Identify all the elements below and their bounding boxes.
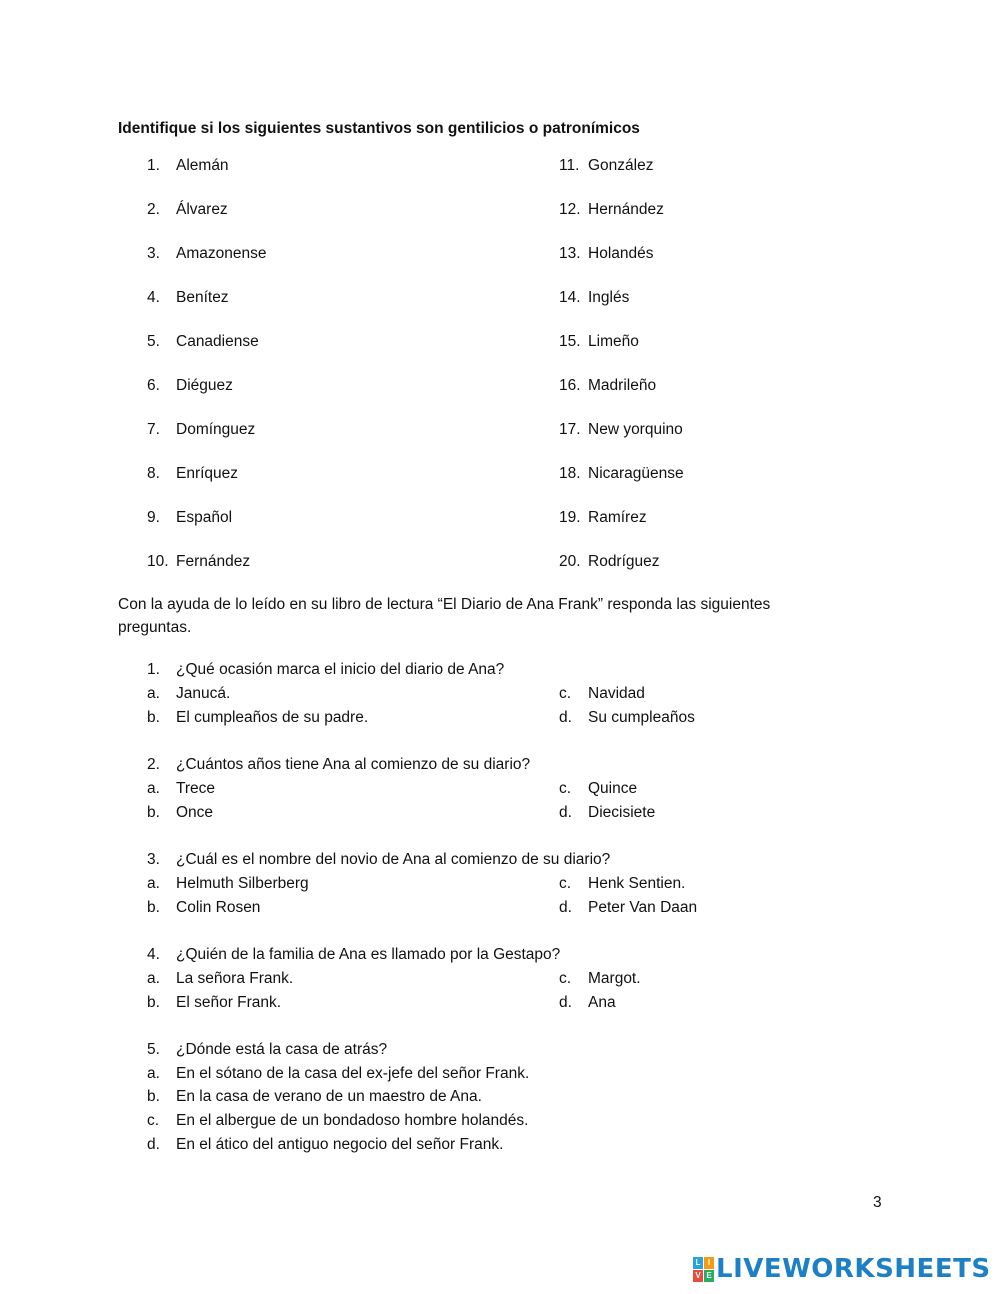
item-number: 20. (559, 553, 581, 570)
section2-intro-line1: Con la ayuda de lo leído en su libro de lectura “El Diario de Ana Frank” responda las siguientes (118, 596, 771, 613)
list-item (147, 332, 259, 352)
option-d (147, 1135, 503, 1155)
list-item (147, 156, 229, 176)
logo-mark-icon (693, 1257, 714, 1282)
list-item (147, 464, 238, 484)
logo-text: LIVEWORKSHEETS (716, 1254, 991, 1284)
option-label: b. (147, 709, 160, 726)
option-label: c. (559, 875, 572, 892)
logo-tile: L (693, 1257, 703, 1269)
option-b (147, 993, 281, 1013)
question-text: ¿Cuál es el nombre del novio de Ana al comienzo de su diario? (176, 851, 611, 868)
item-text: Ramírez (588, 509, 647, 526)
item-text: Nicaragüense (588, 465, 684, 482)
list-item (559, 420, 683, 440)
item-number: 17. (559, 421, 581, 438)
item-number: 14. (559, 289, 581, 306)
item-text: Inglés (588, 289, 630, 306)
option-label: c. (559, 780, 572, 797)
item-text: Domínguez (176, 421, 256, 438)
item-number: 9. (147, 509, 160, 526)
item-text: González (588, 157, 654, 174)
question (147, 850, 610, 870)
option-label: a. (147, 780, 160, 797)
logo-tile: I (704, 1257, 714, 1269)
option-label: d. (559, 994, 572, 1011)
option-label: c. (559, 685, 572, 702)
list-item (559, 332, 639, 352)
item-number: 4. (147, 289, 160, 306)
option-text: En el sótano de la casa del ex-jefe del señor Frank. (176, 1065, 530, 1082)
option-c (559, 684, 645, 704)
item-number: 16. (559, 377, 581, 394)
option-d (559, 993, 616, 1013)
item-number: 10. (147, 553, 169, 570)
item-number: 11. (559, 157, 580, 174)
list-item (559, 244, 654, 264)
question-text: ¿Quién de la familia de Ana es llamado por la Gestapo? (176, 946, 561, 963)
option-a (147, 874, 309, 894)
liveworksheets-logo[interactable] (693, 1254, 991, 1284)
list-item (559, 200, 664, 220)
option-c (559, 969, 641, 989)
option-text: Quince (588, 780, 638, 797)
item-number: 15. (559, 333, 581, 350)
list-item (559, 552, 660, 572)
option-label: a. (147, 970, 160, 987)
option-a (147, 779, 215, 799)
option-text: Henk Sentien. (588, 875, 686, 892)
item-text: Álvarez (176, 201, 228, 218)
option-text: Janucá. (176, 685, 231, 702)
option-text: El cumpleaños de su padre. (176, 709, 369, 726)
question-text: ¿Qué ocasión marca el inicio del diario de Ana? (176, 661, 505, 678)
question-number: 1. (147, 661, 160, 678)
question-text: ¿Dónde está la casa de atrás? (176, 1041, 388, 1058)
option-text: Helmuth Silberberg (176, 875, 309, 892)
list-item (147, 552, 250, 572)
option-text: Once (176, 804, 214, 821)
item-text: Madrileño (588, 377, 657, 394)
item-number: 18. (559, 465, 581, 482)
item-text: Holandés (588, 245, 654, 262)
item-text: Canadiense (176, 333, 259, 350)
item-number: 8. (147, 465, 160, 482)
item-number: 19. (559, 509, 581, 526)
list-item (147, 200, 228, 220)
option-label: b. (147, 1088, 160, 1105)
option-b (147, 803, 213, 823)
item-number: 2. (147, 201, 160, 218)
question (147, 1040, 387, 1060)
option-c (559, 779, 637, 799)
option-label: c. (147, 1112, 160, 1129)
item-text: Diéguez (176, 377, 233, 394)
item-text: Hernández (588, 201, 664, 218)
option-text: En el albergue de un bondadoso hombre holandés. (176, 1112, 529, 1129)
question-number: 3. (147, 851, 160, 868)
list-item (559, 376, 656, 396)
option-text: El señor Frank. (176, 994, 282, 1011)
logo-tile: E (704, 1270, 714, 1282)
option-text: Su cumpleaños (588, 709, 695, 726)
item-number: 13. (559, 245, 581, 262)
option-text: En el ático del antiguo negocio del señor Frank. (176, 1136, 504, 1153)
option-label: d. (559, 804, 572, 821)
option-text: En la casa de verano de un maestro de Ana. (176, 1088, 482, 1105)
item-number: 6. (147, 377, 160, 394)
option-c (147, 1111, 528, 1131)
option-a (147, 969, 293, 989)
section1-title: Identifique si los siguientes sustantivos son gentilicios o patronímicos (118, 120, 640, 137)
question-number: 5. (147, 1041, 160, 1058)
item-text: New yorquino (588, 421, 683, 438)
option-c (559, 874, 685, 894)
item-text: Español (176, 509, 233, 526)
option-d (559, 803, 655, 823)
logo-tile: V (693, 1270, 703, 1282)
question-number: 2. (147, 756, 160, 773)
item-number: 12. (559, 201, 581, 218)
list-item (559, 288, 629, 308)
option-label: b. (147, 899, 160, 916)
question-number: 4. (147, 946, 160, 963)
list-item (147, 508, 232, 528)
item-text: Benítez (176, 289, 229, 306)
list-item (147, 244, 266, 264)
item-text: Rodríguez (588, 553, 660, 570)
option-text: Navidad (588, 685, 645, 702)
item-number: 5. (147, 333, 160, 350)
option-label: a. (147, 685, 160, 702)
option-label: b. (147, 994, 160, 1011)
option-label: a. (147, 875, 160, 892)
option-text: Peter Van Daan (588, 899, 698, 916)
option-b (147, 708, 368, 728)
list-item (147, 376, 233, 396)
item-number: 1. (147, 157, 160, 174)
option-text: Diecisiete (588, 804, 656, 821)
item-text: Amazonense (176, 245, 267, 262)
list-item (559, 156, 653, 176)
list-item (559, 508, 647, 528)
list-item (147, 288, 229, 308)
question (147, 755, 530, 775)
item-text: Alemán (176, 157, 229, 174)
item-number: 7. (147, 421, 160, 438)
option-a (147, 1064, 529, 1084)
option-d (559, 898, 697, 918)
list-item (559, 464, 684, 484)
option-b (147, 1087, 482, 1107)
option-a (147, 684, 230, 704)
option-label: c. (559, 970, 572, 987)
option-d (559, 708, 695, 728)
option-text: Ana (588, 994, 616, 1011)
option-text: Margot. (588, 970, 641, 987)
option-label: d. (559, 899, 572, 916)
option-text: Colin Rosen (176, 899, 261, 916)
question (147, 945, 560, 965)
item-text: Enríquez (176, 465, 239, 482)
option-b (147, 898, 260, 918)
item-text: Limeño (588, 333, 639, 350)
option-label: d. (559, 709, 572, 726)
section2-intro-line2: preguntas. (118, 619, 192, 636)
option-label: d. (147, 1136, 160, 1153)
page-number: 3 (873, 1194, 882, 1211)
option-text: Trece (176, 780, 216, 797)
item-number: 3. (147, 245, 160, 262)
option-text: La señora Frank. (176, 970, 294, 987)
list-item (147, 420, 255, 440)
option-label: b. (147, 804, 160, 821)
item-text: Fernández (176, 553, 251, 570)
option-label: a. (147, 1065, 160, 1082)
question-text: ¿Cuántos años tiene Ana al comienzo de su diario? (176, 756, 531, 773)
question (147, 660, 504, 680)
